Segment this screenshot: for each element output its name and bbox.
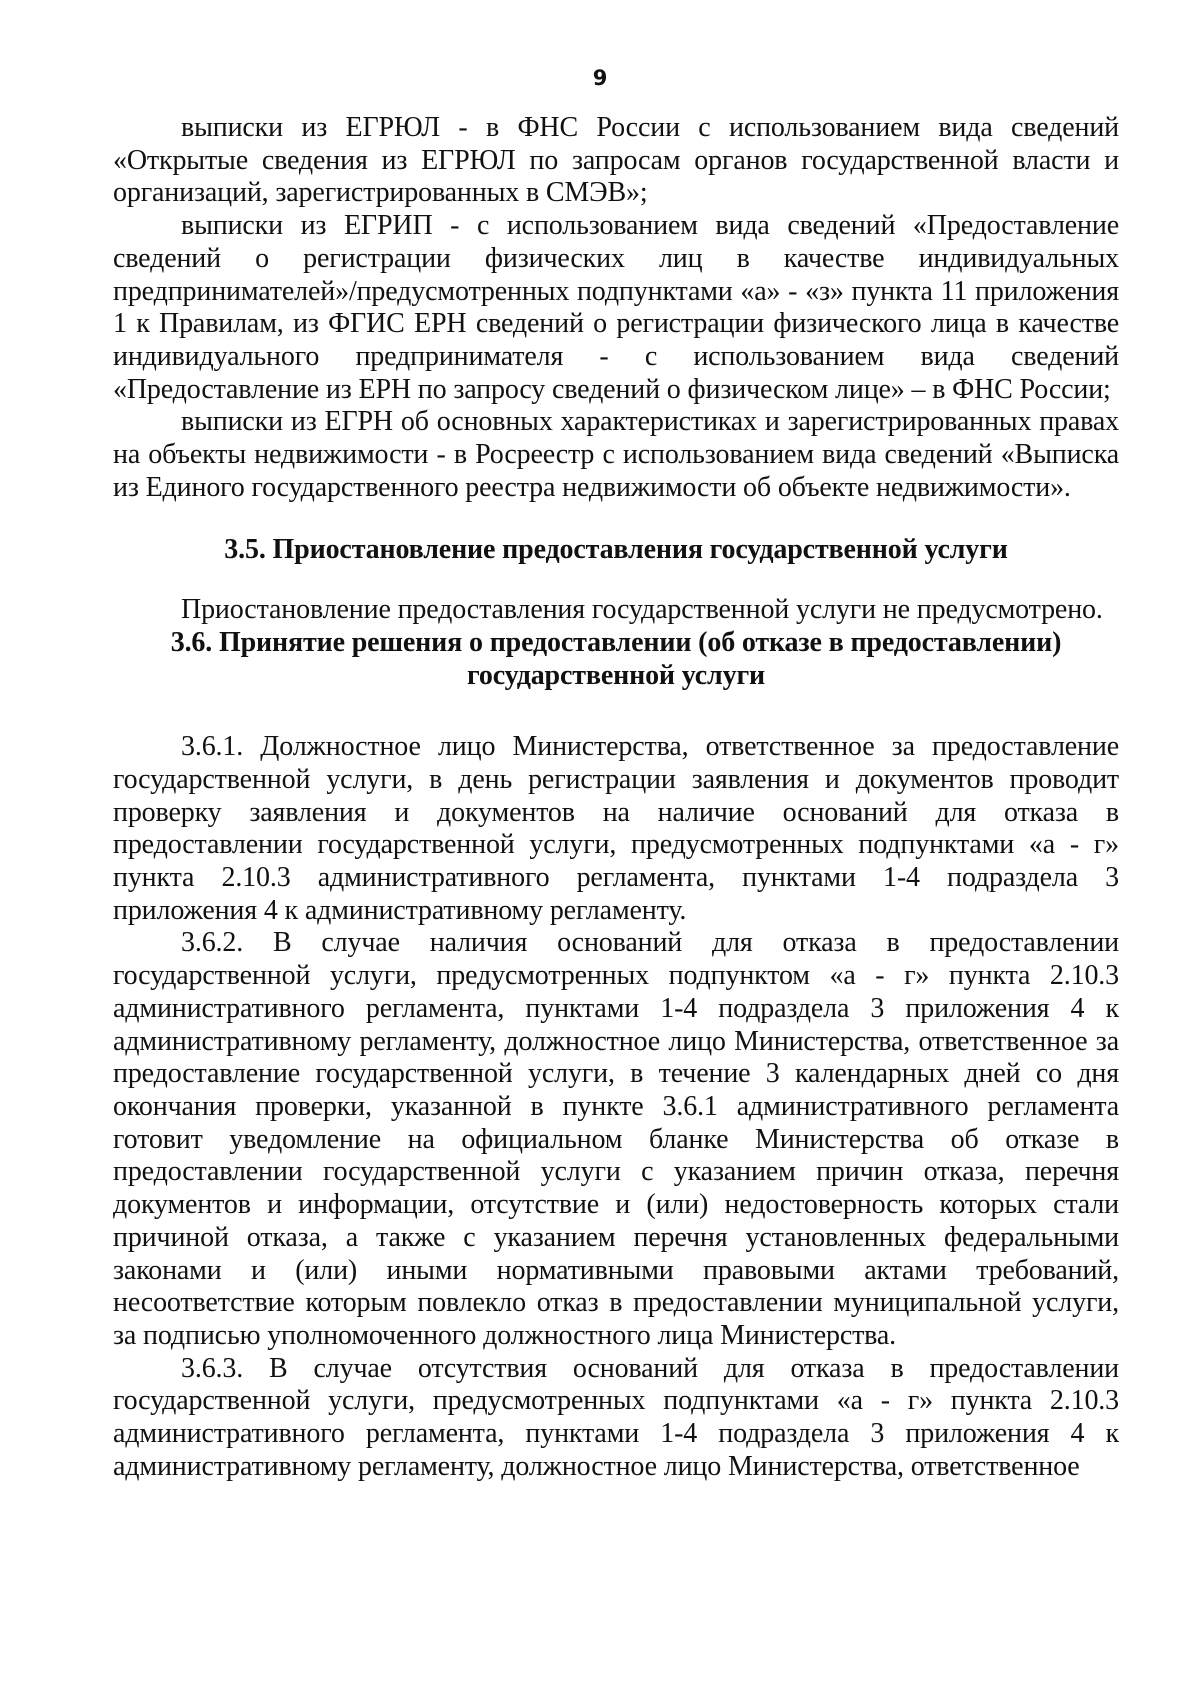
paragraph-3-6-2: 3.6.2. В случае наличия оснований для отказа в предоставлении государственной услуги, предусмотренных подпунктом «а - г» пункта 2.10.3 административного регламента, пунктами 1-4 подраздела 3 приложения 4 к административному регламенту, должностное лицо Министерства, ответственное за предоставление государственной услуги, в течение 3 календарных дней со дня окончания проверки, указанной в пункте 3.6.1 административного регламента готовит уведомление на официальном бланке Министерства об отказе в предоставлении государственной услуги с указанием причин отказа, перечня документов и информации, отсутствие и (или) недостоверность которых стали причиной отказа, а также с указанием перечня установленных федеральными законами и (или) иными нормативными правовыми актами требований, несоответствие которым повлекло отказ в предоставлении муниципальной услуги, за подписью уполномоченного должностного лица Министерства.	[113, 927, 1119, 1351]
page-content	[113, 112, 1119, 1483]
section-3-5-text: Приостановление предоставления государственной услуги не предусмотрено.	[181, 594, 1103, 626]
paragraph-egrul-extract: выписки из ЕГРЮЛ - в ФНС России с использованием вида сведений «Открытые сведения из ЕГРЮЛ по запросам органов государственной власти и организаций, зарегистрированных в СМЭВ»;	[113, 112, 1119, 209]
paragraph-3-6-3: 3.6.3. В случае отсутствия оснований для отказа в предоставлении государственной услуги, предусмотренных подпунктами «а - г» пункта 2.10.3 административного регламента, пунктами 1-4 подраздела 3 приложения 4 к административному регламенту, должностное лицо Министерства, ответственное	[113, 1352, 1119, 1482]
section-3-5-heading: 3.5. Приостановление предоставления государственной услуги	[224, 534, 1008, 566]
section-3-6-heading	[113, 627, 1119, 692]
paragraph-3-6-1: 3.6.1. Должностное лицо Министерства, ответственное за предоставление государственной услуги, в день регистрации заявления и документов проводит проверку заявления и документов на наличие оснований для отказа в предоставлении государственной услуги, предусмотренных подпунктами «а - г» пункта 2.10.3 административного регламента, пунктами 1-4 подраздела 3 приложения 4 к административному регламенту.	[113, 731, 1119, 926]
paragraph-egrip-extract: выписки из ЕГРИП - с использованием вида сведений «Предоставление сведений о регистрации физических лиц в качестве индивидуальных предпринимателей»/предусмотренных подпунктами «а» - «з» пункта 11 приложения 1 к Правилам, из ФГИС ЕРН сведений о регистрации физического лица в качестве индивидуального предпринимателя - с использованием вида сведений «Предоставление из ЕРН по запросу сведений о физическом лице» – в ФНС России;	[113, 210, 1119, 405]
section-3-6-heading-line-2: государственной услуги	[466, 659, 765, 691]
page-number: 9	[592, 66, 608, 90]
section-3-6-heading-line-1: 3.6. Принятие решения о предоставлении (об отказе в предоставлении)	[170, 626, 1062, 658]
paragraph-egrn-extract: выписки из ЕГРН об основных характеристиках и зарегистрированных правах на объекты недвижимости - в Росреестр с использованием вида сведений «Выписка из Единого государственного реестра недвижимости об объекте недвижимости».	[113, 406, 1119, 503]
